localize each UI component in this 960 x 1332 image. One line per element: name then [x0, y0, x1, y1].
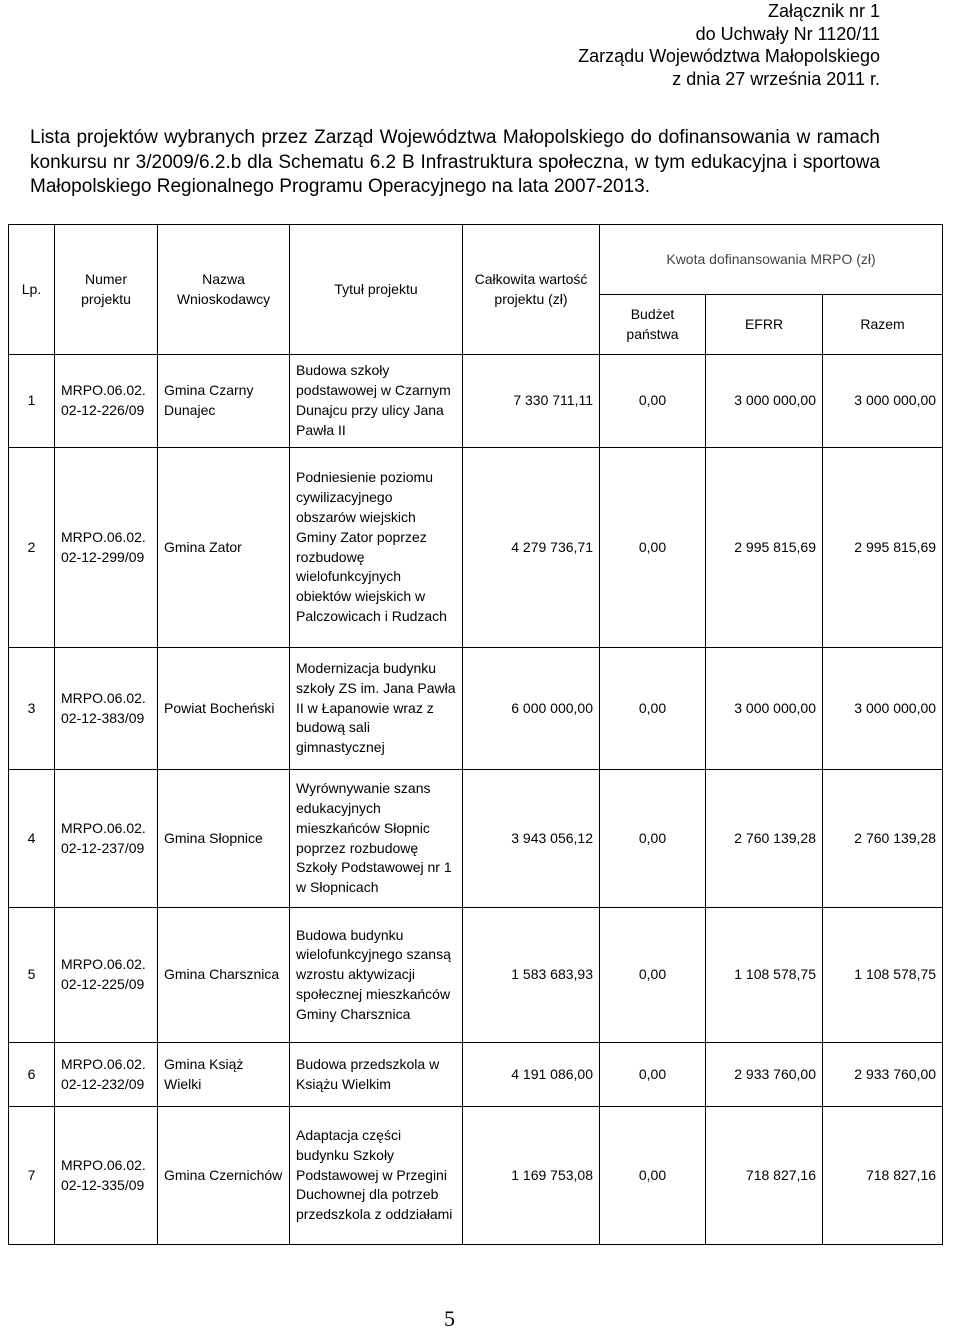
cell-razem: 1 108 578,75 — [823, 908, 943, 1043]
cell-budzet: 0,00 — [600, 1043, 706, 1107]
table-row — [9, 355, 943, 448]
cell-razem: 3 000 000,00 — [823, 355, 943, 448]
cell-efrr: 2 995 815,69 — [706, 448, 823, 648]
table-row — [9, 1107, 943, 1245]
attachment-line-4: z dnia 27 września 2011 r. — [672, 68, 880, 89]
cell-nazwa: Gmina Słopnice — [158, 770, 290, 908]
cell-efrr: 3 000 000,00 — [706, 648, 823, 770]
table-row — [9, 908, 943, 1043]
cell-budzet: 0,00 — [600, 908, 706, 1043]
header-kwota: Kwota dofinansowania MRPO (zł) — [600, 225, 943, 295]
header-nazwa: Nazwa Wnioskodawcy — [158, 225, 290, 355]
cell-lp: 6 — [9, 1043, 55, 1107]
table-row — [9, 448, 943, 648]
cell-lp: 7 — [9, 1107, 55, 1245]
cell-tytul: Wyrównywanie szans edukacyjnych mieszkańców Słopnic poprzez rozbudowę Szkoły Podstawowej nr 1 w Słopnicach — [290, 770, 463, 908]
cell-budzet: 0,00 — [600, 355, 706, 448]
cell-lp: 1 — [9, 355, 55, 448]
cell-nazwa: Gmina Czarny Dunajec — [158, 355, 290, 448]
table-row — [9, 770, 943, 908]
attachment-line-1: Załącznik nr 1 — [767, 1, 880, 21]
attachment-line-3: Zarządu Województwa Małopolskiego — [578, 46, 880, 66]
cell-efrr: 2 760 139,28 — [706, 770, 823, 908]
cell-numer: MRPO.06.02. 02-12-225/09 — [55, 908, 158, 1043]
cell-efrr: 3 000 000,00 — [706, 355, 823, 448]
table-row — [9, 1043, 943, 1107]
cell-calkowita: 4 279 736,71 — [463, 448, 600, 648]
cell-efrr: 1 108 578,75 — [706, 908, 823, 1043]
cell-lp: 5 — [9, 908, 55, 1043]
cell-numer: MRPO.06.02. 02-12-335/09 — [55, 1107, 158, 1245]
cell-nazwa: Gmina Zator — [158, 448, 290, 648]
cell-tytul: Budowa przedszkola w Książu Wielkim — [290, 1043, 463, 1107]
header-lp: Lp. — [9, 225, 55, 355]
attachment-line-2: do Uchwały Nr 1120/11 — [695, 23, 880, 44]
cell-razem: 3 000 000,00 — [823, 648, 943, 770]
cell-budzet: 0,00 — [600, 448, 706, 648]
cell-nazwa: Gmina Charsznica — [158, 908, 290, 1043]
cell-budzet: 0,00 — [600, 648, 706, 770]
cell-razem: 718 827,16 — [823, 1107, 943, 1245]
cell-tytul: Modernizacja budynku szkoły ZS im. Jana Pawła II w Łapanowie wraz z budową sali gimnastycznej — [290, 648, 463, 770]
cell-calkowita: 7 330 711,11 — [463, 355, 600, 448]
cell-numer: MRPO.06.02. 02-12-299/09 — [55, 448, 158, 648]
cell-lp: 2 — [9, 448, 55, 648]
cell-budzet: 0,00 — [600, 770, 706, 908]
cell-efrr: 718 827,16 — [706, 1107, 823, 1245]
cell-calkowita: 1 169 753,08 — [463, 1107, 600, 1245]
header-numer: Numer projektu — [55, 225, 158, 355]
cell-numer: MRPO.06.02. 02-12-232/09 — [55, 1043, 158, 1107]
cell-numer: MRPO.06.02. 02-12-226/09 — [55, 355, 158, 448]
intro-paragraph: Lista projektów wybranych przez Zarząd Województwa Małopolskiego do dofinansowania w ramach konkursu nr 3/2009/6.2.b dla Schematu 6.2 B Infrastruktura społeczna, w tym edukacyjna i sportowa Małopolskiego Regionalnego Programu Operacyjnego na lata 2007-2013. — [30, 127, 880, 197]
cell-calkowita: 1 583 683,93 — [463, 908, 600, 1043]
cell-nazwa: Gmina Czernichów — [158, 1107, 290, 1245]
cell-tytul: Adaptacja części budynku Szkoły Podstawowej w Przegini Duchownej dla potrzeb przedszkola z oddziałami — [290, 1107, 463, 1245]
cell-lp: 4 — [9, 770, 55, 908]
table-row — [9, 648, 943, 770]
cell-calkowita: 4 191 086,00 — [463, 1043, 600, 1107]
cell-tytul: Podniesienie poziomu cywilizacyjnego obszarów wiejskich Gminy Zator poprzez rozbudowę wielofunkcyjnych obiektów wiejskich w Palczowicach i Rudzach — [290, 448, 463, 648]
cell-numer: MRPO.06.02. 02-12-383/09 — [55, 648, 158, 770]
cell-razem: 2 933 760,00 — [823, 1043, 943, 1107]
header-tytul: Tytuł projektu — [290, 225, 463, 355]
page-number: 5 — [444, 1306, 455, 1331]
cell-budzet: 0,00 — [600, 1107, 706, 1245]
cell-razem: 2 760 139,28 — [823, 770, 943, 908]
cell-nazwa: Powiat Bocheński — [158, 648, 290, 770]
cell-razem: 2 995 815,69 — [823, 448, 943, 648]
cell-nazwa: Gmina Książ Wielki — [158, 1043, 290, 1107]
header-budzet: Budżet państwa — [600, 295, 706, 355]
header-calkowita: Całkowita wartość projektu (zł) — [463, 225, 600, 355]
cell-calkowita: 6 000 000,00 — [463, 648, 600, 770]
cell-calkowita: 3 943 056,12 — [463, 770, 600, 908]
cell-lp: 3 — [9, 648, 55, 770]
cell-tytul: Budowa budynku wielofunkcyjnego szansą wzrostu aktywizacji społecznej mieszkańców Gminy Charsznica — [290, 908, 463, 1043]
attachment-header — [578, 0, 880, 90]
projects-table — [8, 224, 943, 1245]
header-razem: Razem — [823, 295, 943, 355]
header-efrr: EFRR — [706, 295, 823, 355]
cell-tytul: Budowa szkoły podstawowej w Czarnym Dunajcu przy ulicy Jana Pawła II — [290, 355, 463, 448]
cell-efrr: 2 933 760,00 — [706, 1043, 823, 1107]
cell-numer: MRPO.06.02. 02-12-237/09 — [55, 770, 158, 908]
